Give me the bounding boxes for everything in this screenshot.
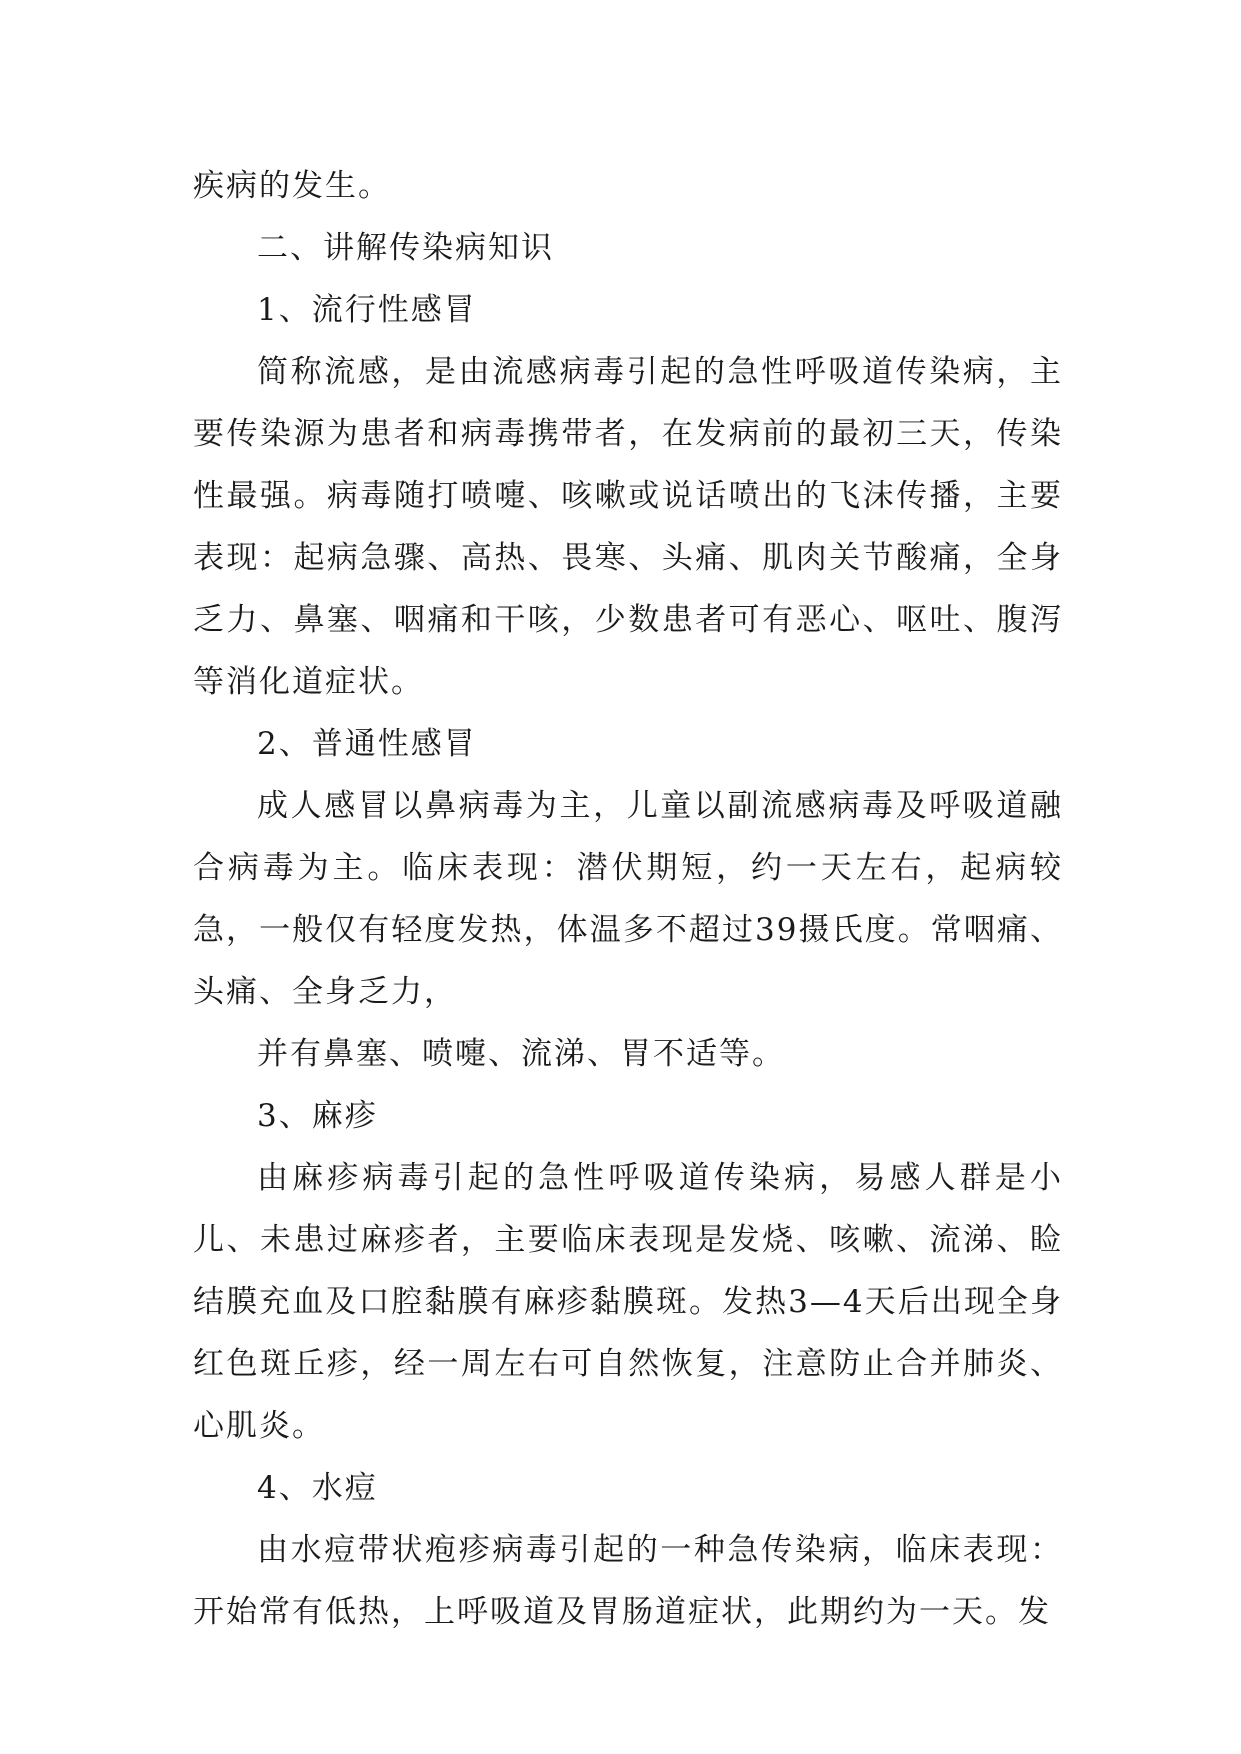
paragraph-chickenpox: 由水痘带状疱疹病毒引起的一种急传染病，临床表现：开始常有低热，上呼吸道及胃肠道症状，此期约为一天。发 <box>193 1532 1063 1630</box>
subheading-influenza: 1、流行性感冒 <box>257 292 477 328</box>
paragraph-common-cold: 成人感冒以鼻病毒为主，儿童以副流感病毒及呼吸道融合病毒为主。临床表现：潜伏期短，约一天左右，起病较急，一般仅有轻度发热，体温多不超过39摄氏度。常咽痛、头痛、全身乏力， <box>193 788 1063 1010</box>
paragraph-common-cold-symptoms: 并有鼻塞、喷嚏、流涕、胃不适等。 <box>257 1036 785 1072</box>
document-body <box>193 155 1063 1643</box>
subheading-chickenpox: 4、水痘 <box>257 1470 378 1506</box>
paragraph-influenza: 简称流感，是由流感病毒引起的急性呼吸道传染病，主要传染源为患者和病毒携带者，在发病前的最初三天，传染性最强。病毒随打喷嚏、咳嗽或说话喷出的飞沫传播，主要表现：起病急骤、高热、畏寒、头痛、肌肉关节酸痛，全身乏力、鼻塞、咽痛和干咳，少数患者可有恶心、呕吐、腹泻等消化道症状。 <box>193 354 1063 700</box>
section-heading-infectious-disease-knowledge: 二、讲解传染病知识 <box>257 230 554 266</box>
paragraph-continuation: 疾病的发生。 <box>193 168 391 204</box>
subheading-common-cold: 2、普通性感冒 <box>257 726 477 762</box>
subheading-measles: 3、麻疹 <box>257 1098 378 1134</box>
paragraph-measles: 由麻疹病毒引起的急性呼吸道传染病，易感人群是小儿、未患过麻疹者，主要临床表现是发烧、咳嗽、流涕、睑结膜充血及口腔黏膜有麻疹黏膜斑。发热3—4天后出现全身红色斑丘疹，经一周左右可自然恢复，注意防止合并肺炎、心肌炎。 <box>193 1160 1063 1444</box>
